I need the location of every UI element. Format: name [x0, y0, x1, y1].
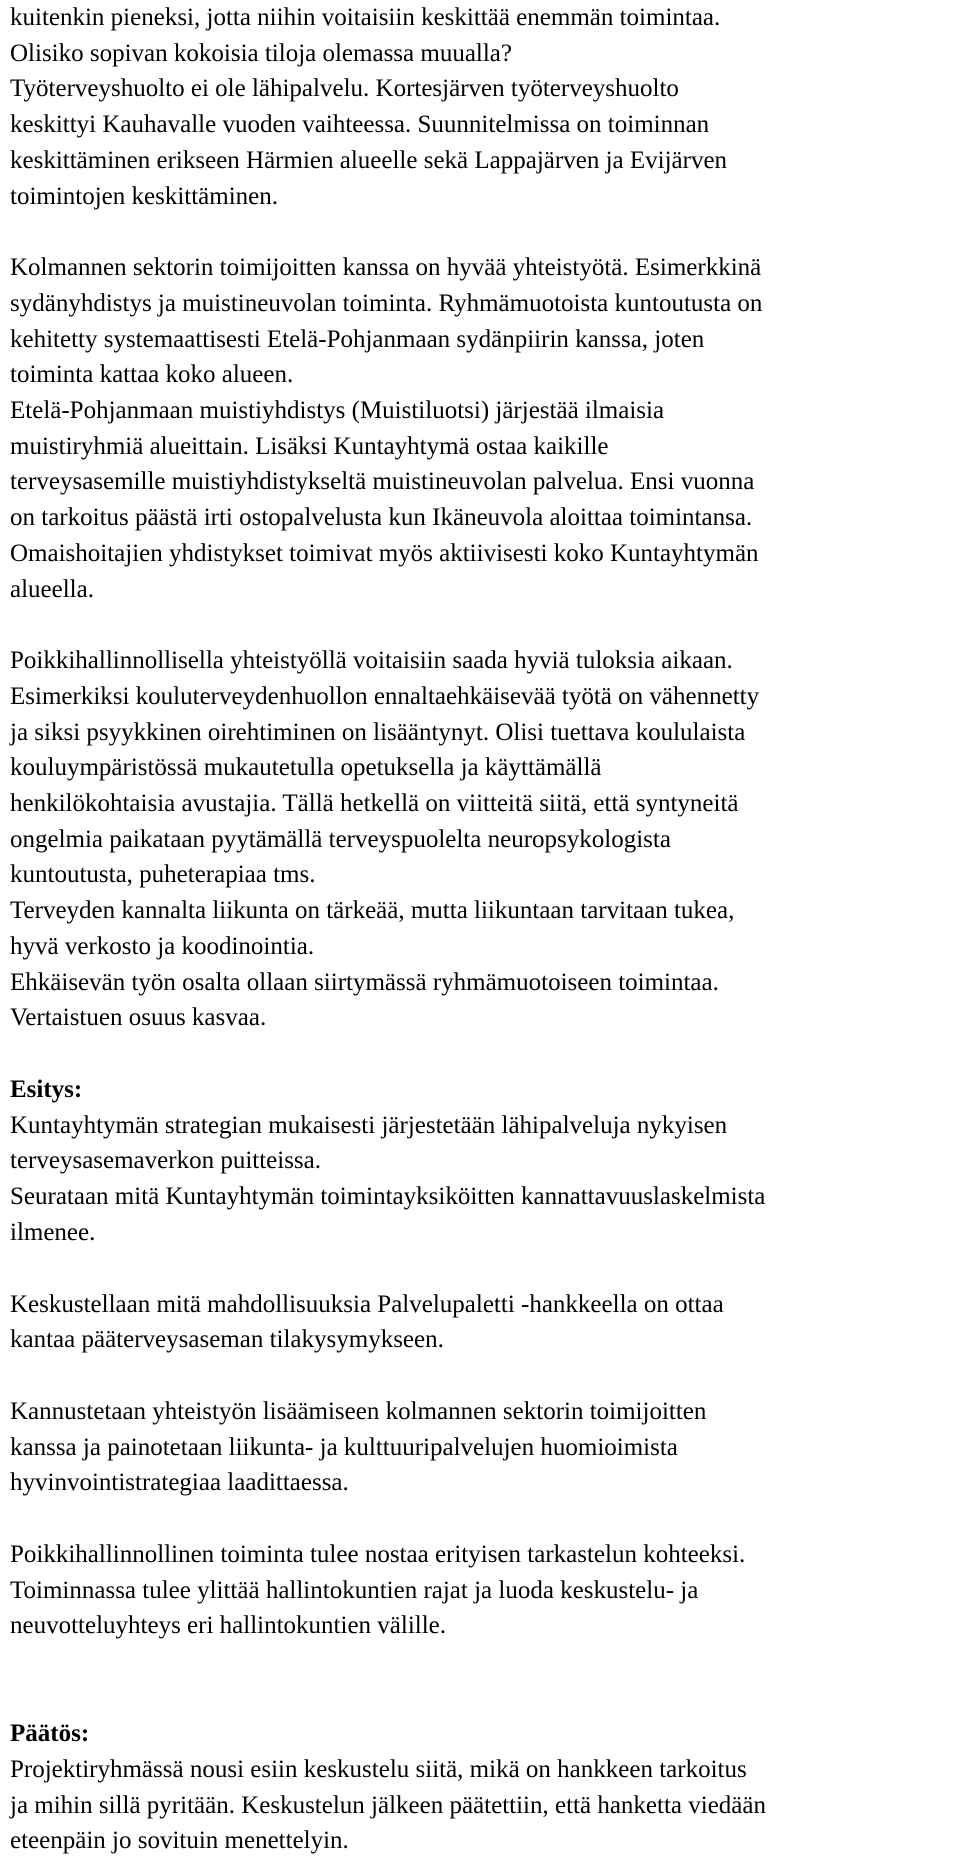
text-line: kanssa ja painotetaan liikunta- ja kulttuuripalvelujen huomioimista [10, 1433, 678, 1461]
text-line: terveysasemaverkon puitteissa. [10, 1147, 322, 1175]
paragraph-encourage-cooperation [10, 1394, 950, 1501]
paragraph-spacer [10, 1501, 950, 1537]
section-heading-paatos: Päätös: [10, 1720, 90, 1748]
text-line: Projektiryhmässä nousi esiin keskustelu siitä, mikä on hankkeen tarkoitus [10, 1755, 747, 1783]
text-line: kuitenkin pieneksi, jotta niihin voitaisiin keskittää enemmän toimintaa. [10, 4, 721, 31]
text-line: ilmenee. [10, 1218, 96, 1246]
text-line: keskittyi Kauhavalle vuoden vaihteessa. Suunnitelmissa on toiminnan [10, 111, 710, 139]
text-line: Työterveyshuolto ei ole lähipalvelu. Kortesjärven työterveyshuolto [10, 75, 679, 103]
paragraph-facilities [10, 0, 950, 214]
paragraph-spacer [10, 1644, 950, 1716]
text-line: keskittäminen erikseen Härmien alueelle sekä Lappajärven ja Evijärven [10, 146, 728, 174]
text-line: Poikkihallinnollisella yhteistyöllä voitaisiin saada hyviä tuloksia aikaan. [10, 647, 733, 675]
text-line: sydänyhdistys ja muistineuvolan toiminta. Ryhmämuotoista kuntoutusta on [10, 289, 763, 317]
paragraph-proposal [10, 1108, 950, 1251]
text-line: kuntoutusta, puheterapiaa tms. [10, 861, 316, 889]
text-line: kouluympäristössä mukautetulla opetuksella ja käyttämällä [10, 754, 602, 782]
document-page [10, 0, 950, 1859]
text-line: Kannustetaan yhteistyön lisäämiseen kolmannen sektorin toimijoitten [10, 1397, 707, 1425]
text-line: ongelmia paikataan pyytämällä terveyspuolelta neuropsykologista [10, 825, 671, 853]
text-line: toimintojen keskittäminen. [10, 182, 279, 210]
text-line: Ehkäisevän työn osalta ollaan siirtymässä ryhmämuotoiseen toimintaa. [10, 968, 719, 996]
paragraph-palvelupaletti [10, 1287, 950, 1358]
text-line: Toiminnassa tulee ylittää hallintokuntien rajat ja luoda keskustelu- ja [10, 1576, 699, 1604]
text-line: neuvotteluyhteys eri hallintokuntien välille. [10, 1612, 447, 1640]
text-line: alueella. [10, 575, 94, 603]
text-line: muistiryhmiä alueittain. Lisäksi Kuntayhtymä ostaa kaikille [10, 432, 609, 460]
text-line: Terveyden kannalta liikunta on tärkeää, mutta liikuntaan tarvitaan tukea, [10, 897, 735, 925]
paragraph-spacer [10, 607, 950, 643]
text-line: ja mihin sillä pyritään. Keskustelun jälkeen päätettiin, että hanketta viedään [10, 1791, 766, 1819]
text-line: ja siksi psyykkinen oirehtiminen on lisääntynyt. Olisi tuettava koululaista [10, 718, 746, 746]
text-line: on tarkoitus päästä irti ostopalvelusta kun Ikäneuvola aloittaa toimintansa. [10, 504, 753, 532]
text-line: Omaishoitajien yhdistykset toimivat myös aktiivisesti koko Kuntayhtymän [10, 539, 759, 567]
text-line: toiminta kattaa koko alueen. [10, 361, 294, 389]
section-heading-esitys: Esitys: [10, 1075, 83, 1103]
text-line: kantaa pääterveysaseman tilakysymykseen. [10, 1326, 444, 1354]
text-line: Esimerkiksi kouluterveydenhuollon ennaltaehkäisevää työtä on vähennetty [10, 682, 760, 710]
text-line: Keskustellaan mitä mahdollisuuksia Palvelupaletti -hankkeella on ottaa [10, 1290, 724, 1318]
paragraph-cross-administrative [10, 643, 950, 1036]
text-line: henkilökohtaisia avustajia. Tällä hetkellä on viitteitä siitä, että syntyneitä [10, 790, 739, 818]
text-line: Kuntayhtymän strategian mukaisesti järjestetään lähipalveluja nykyisen [10, 1111, 728, 1139]
paragraph-spacer [10, 1036, 950, 1072]
paragraph-spacer [10, 1358, 950, 1394]
paragraph-spacer [10, 214, 950, 250]
text-line: Vertaistuen osuus kasvaa. [10, 1004, 267, 1032]
text-line: Seurataan mitä Kuntayhtymän toimintayksiköitten kannattavuuslaskelmista [10, 1183, 766, 1211]
text-line: Poikkihallinnollinen toiminta tulee nostaa erityisen tarkastelun kohteeksi. [10, 1541, 746, 1569]
text-line: terveysasemille muistiyhdistykseltä muistineuvolan palvelua. Ensi vuonna [10, 468, 755, 496]
text-line: hyvinvointistrategiaa laadittaessa. [10, 1469, 349, 1497]
text-line: eteenpäin jo sovituin menettelyin. [10, 1827, 349, 1855]
paragraph-cross-administrative-action [10, 1537, 950, 1644]
text-line: Kolmannen sektorin toimijoitten kanssa on hyvää yhteistyötä. Esimerkkinä [10, 254, 762, 282]
paragraph-spacer [10, 1251, 950, 1287]
text-line: hyvä verkosto ja koodinointia. [10, 932, 315, 960]
text-line: Olisiko sopivan kokoisia tiloja olemassa muualla? [10, 39, 513, 67]
paragraph-third-sector [10, 250, 950, 607]
text-line: kehitetty systemaattisesti Etelä-Pohjanmaan sydänpiirin kanssa, joten [10, 325, 705, 353]
paragraph-decision [10, 1752, 950, 1859]
text-line: Etelä-Pohjanmaan muistiyhdistys (Muistiluotsi) järjestää ilmaisia [10, 397, 665, 425]
